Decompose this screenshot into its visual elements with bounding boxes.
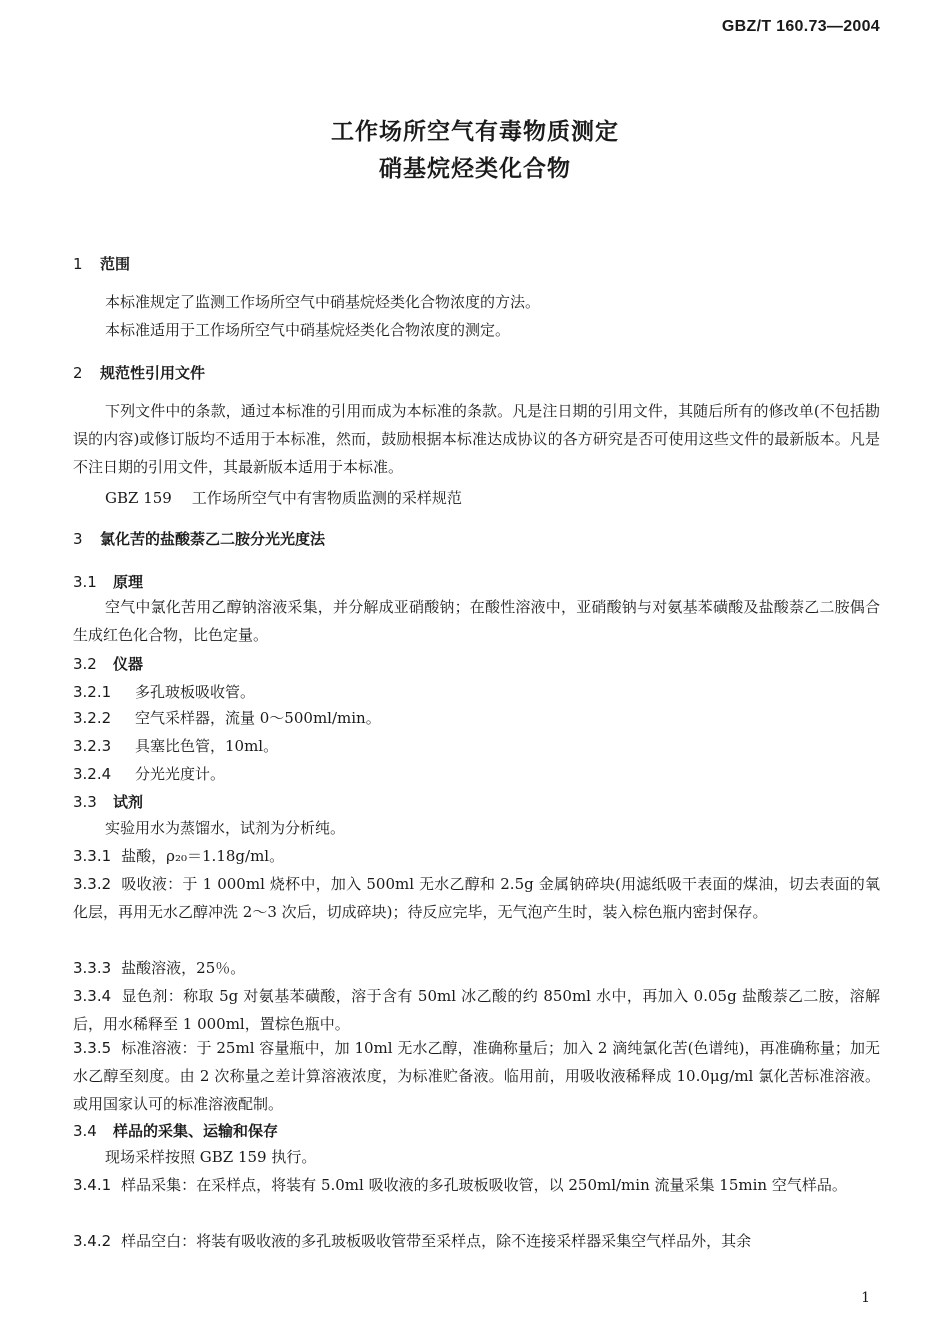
reagent-item <box>73 842 880 870</box>
standard-code: GBZ/T 160.73—2004 <box>721 18 880 35</box>
reagent-item <box>73 1034 880 1118</box>
page-number: 1 <box>861 1290 870 1306</box>
item-number: 3.2.2 <box>73 709 112 727</box>
section-title: 范围 <box>100 255 131 273</box>
instrument-item <box>73 735 278 756</box>
sampling-intro: 现场采样按照 GBZ 159 执行。 <box>105 1148 317 1166</box>
section-1-heading <box>73 253 130 274</box>
item-text: 显色剂：称取 5g 对氨基苯磺酸，溶于含有 50ml 冰乙酸的约 850ml 水中，再加入 0.05g 盐酸萘乙二胺，溶解后，用水稀释至 1 000ml，置棕色瓶中。 <box>73 987 880 1033</box>
section-3-heading <box>73 528 325 549</box>
item-text: 分光光度计。 <box>135 765 226 783</box>
section-3-3-heading <box>73 791 143 812</box>
section-title: 规范性引用文件 <box>100 364 206 382</box>
normative-reference <box>105 487 462 508</box>
section-title: 原理 <box>113 573 144 591</box>
item-text: 多孔玻板吸收管。 <box>135 683 256 701</box>
item-number: 3.3.5 <box>73 1039 112 1057</box>
item-text: 盐酸，ρ₂₀＝1.18g/ml。 <box>121 847 285 865</box>
section-number: 2 <box>73 364 83 382</box>
sampling-item <box>73 1227 880 1255</box>
item-number: 3.3.2 <box>73 875 112 893</box>
section-title: 仪器 <box>113 655 144 673</box>
section-number: 3.4 <box>73 1122 97 1140</box>
item-text: 样品采集：在采样点，将装有 5.0ml 吸收液的多孔玻板吸收管，以 250ml/min 流量采集 15min 空气样品。 <box>121 1176 847 1194</box>
section-number: 3.3 <box>73 793 97 811</box>
item-number: 3.3.4 <box>73 987 112 1005</box>
section-2-paragraph-1: 下列文件中的条款，通过本标准的引用而成为本标准的条款。凡是注日期的引用文件，其随后所有的修改单(不包括勘误的内容)或修订版均不适用于本标准，然而，鼓励根据本标准达成协议的各方研究是否可使用这些文件的最新版本。凡是不注日期的引用文件，其最新版本适用于本标准。 <box>73 402 880 476</box>
reagents-intro: 实验用水为蒸馏水，试剂为分析纯。 <box>105 819 346 837</box>
item-number: 3.3.3 <box>73 959 112 977</box>
item-text: 空气采样器，流量 0～500ml/min。 <box>135 709 381 727</box>
section-number: 3.1 <box>73 573 97 591</box>
section-title: 氯化苦的盐酸萘乙二胺分光光度法 <box>100 530 326 548</box>
section-3-1-heading <box>73 571 143 592</box>
document-title-line1: 工作场所空气有毒物质测定 <box>331 119 619 145</box>
item-text: 盐酸溶液，25％。 <box>121 959 246 977</box>
instrument-item <box>73 763 225 784</box>
section-number: 1 <box>73 255 83 273</box>
item-number: 3.4.2 <box>73 1232 112 1250</box>
reagent-item <box>73 954 880 982</box>
item-text: 具塞比色管，10ml。 <box>135 737 279 755</box>
instrument-item <box>73 681 255 702</box>
item-number: 3.3.1 <box>73 847 112 865</box>
section-number: 3 <box>73 530 83 548</box>
section-3-4-heading <box>73 1120 278 1141</box>
item-number: 3.2.4 <box>73 765 112 783</box>
item-number: 3.2.1 <box>73 683 112 701</box>
item-number: 3.2.3 <box>73 737 112 755</box>
document-title-line2: 硝基烷烃类化合物 <box>379 156 571 182</box>
reference-code: GBZ 159 <box>105 489 172 507</box>
instrument-item <box>73 707 381 728</box>
section-title: 样品的采集、运输和保存 <box>113 1122 279 1140</box>
item-number: 3.4.1 <box>73 1176 112 1194</box>
section-3-2-heading <box>73 653 143 674</box>
sampling-item <box>73 1171 880 1199</box>
section-3-1-paragraph: 空气中氯化苦用乙醇钠溶液采集，并分解成亚硝酸钠；在酸性溶液中，亚硝酸钠与对氨基苯磺酸及盐酸萘乙二胺偶合生成红色化合物，比色定量。 <box>73 598 880 644</box>
reagent-item <box>73 982 880 1038</box>
section-1-paragraph-2: 本标准适用于工作场所空气中硝基烷烃类化合物浓度的测定。 <box>105 321 511 339</box>
section-number: 3.2 <box>73 655 97 673</box>
reference-title: 工作场所空气中有害物质监测的采样规范 <box>191 489 462 507</box>
section-title: 试剂 <box>113 793 144 811</box>
section-2-heading <box>73 362 205 383</box>
item-text: 样品空白：将装有吸收液的多孔玻板吸收管带至采样点，除不连接采样器采集空气样品外，其余 <box>121 1232 752 1250</box>
item-text: 吸收液：于 1 000ml 烧杯中，加入 500ml 无水乙醇和 2.5g 金属钠碎块(用滤纸吸干表面的煤油，切去表面的氧化层，再用无水乙醇冲洗 2～3 次后，切成碎块)；待反应完毕，无气泡产生时，装入棕色瓶内密封保存。 <box>73 875 880 921</box>
section-1-paragraph-1: 本标准规定了监测工作场所空气中硝基烷烃类化合物浓度的方法。 <box>105 293 541 311</box>
reagent-item <box>73 870 880 926</box>
item-text: 标准溶液：于 25ml 容量瓶中，加 10ml 无水乙醇，准确称量后；加入 2 滴纯氯化苦(色谱纯)，再准确称量；加无水乙醇至刻度。由 2 次称量之差计算溶液浓度，为标准贮备液。临用前，用吸收液稀释成 10.0μg/ml 氯化苦标准溶液。或用国家认可的标准溶液配制。 <box>73 1039 880 1113</box>
